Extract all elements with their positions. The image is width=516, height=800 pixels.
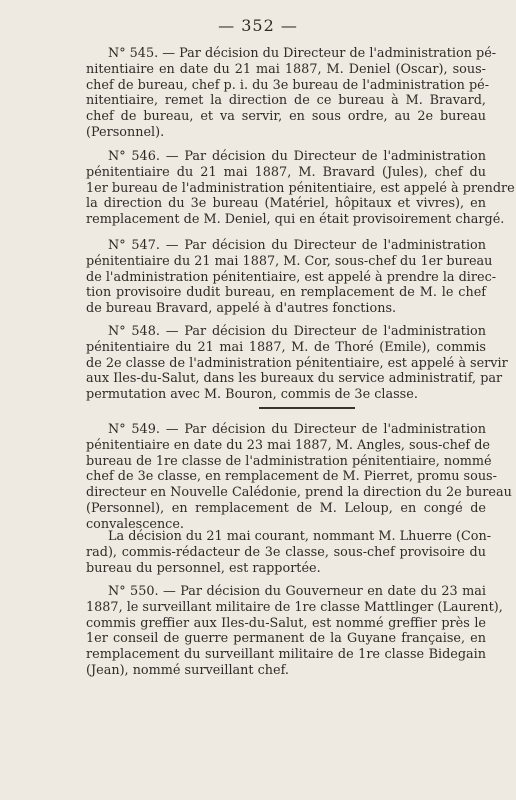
decision-547-line-3: de l'administration pénitentiaire, est appelé à prendre la direc- [86, 269, 497, 285]
decision-545-line-5: chef de bureau, et va servir, en sous ordre, au 2e bureau [86, 109, 486, 125]
decision-549-line-7: convalescence. [86, 516, 184, 532]
decision-545 [86, 46, 497, 141]
decision-549-line-4: chef de 3e classe, en remplacement de M. Pierret, promu sous- [86, 469, 497, 485]
decision-550-line-5: remplacement du surveillant militaire de 1re classe Bidegain [86, 647, 486, 663]
decision-548 [86, 324, 508, 403]
section-separator-rule [259, 407, 355, 409]
decision-547-line-1: N° 547. — Par décision du Directeur de l'administration [108, 238, 486, 253]
decision-550-line-6: (Jean), nommé surveillant chef. [86, 662, 289, 678]
page-number: — 352 — [218, 16, 298, 35]
decision-546 [86, 149, 515, 228]
decision-548-line-5: permutation avec M. Bouron, commis de 3e classe. [86, 387, 418, 403]
decision-545-line-2: nitentiaire en date du 21 mai 1887, M. Deniel (Oscar), sous- [86, 61, 486, 77]
decision-545-line-3: chef de bureau, chef p. i. du 3e bureau de l'administration pé- [86, 77, 490, 93]
decision-547 [86, 238, 497, 317]
decision-550-line-1: N° 550. — Par décision du Gouverneur en date du 23 mai [108, 584, 486, 599]
annulment-line-1: La décision du 21 mai courant, nommant M. Lhuerre (Con- [108, 529, 492, 544]
decision-549-line-5: directeur en Nouvelle Calédonie, prend la direction du 2e bureau [86, 485, 512, 501]
decision-546-line-1: N° 546. — Par décision du Directeur de l'administration [108, 149, 486, 164]
decision-547-line-5: de bureau Bravard, appelé à d'autres fonctions. [86, 301, 397, 317]
decision-545-line-6: (Personnel). [86, 124, 165, 140]
decision-546-line-4: la direction du 3e bureau (Matériel, hôpitaux et vivres), en [86, 196, 486, 212]
annulment-line-3: bureau du personnel, est rapportée. [86, 560, 321, 576]
decision-548-line-1: N° 548. — Par décision du Directeur de l'administration [108, 324, 486, 339]
decision-548-line-4: aux Iles-du-Salut, dans les bureaux du service administratif, par [86, 371, 503, 387]
decision-550-line-3: commis greffier aux Iles-du-Salut, est nommé greffier près le [86, 615, 486, 631]
decision-546-line-2: pénitentiaire du 21 mai 1887, M. Bravard (Jules), chef du [86, 164, 486, 180]
decision-549-annulment [86, 529, 492, 576]
decision-549-line-2: pénitentiaire en date du 23 mai 1887, M. Angles, sous-chef de [86, 437, 490, 453]
decision-548-line-2: pénitentiaire du 21 mai 1887, M. de Thoré (Emile), commis [86, 339, 486, 355]
decision-548-line-3: de 2e classe de l'administration pénitentiaire, est appelé à servir [86, 355, 508, 371]
decision-549-line-3: bureau de 1re classe de l'administration pénitentiaire, nommé [86, 453, 492, 469]
decision-550-line-4: 1er conseil de guerre permanent de la Guyane française, en [86, 631, 486, 647]
decision-549-line-6: (Personnel), en remplacement de M. Leloup, en congé de [86, 500, 486, 516]
decision-546-line-5: remplacement de M. Deniel, qui en était provisoirement chargé. [86, 212, 505, 228]
decision-547-line-4: tion provisoire dudit bureau, en remplacement de M. le chef [86, 285, 486, 301]
decision-546-line-3: 1er bureau de l'administration pénitentiaire, est appelé à prendre [86, 180, 515, 196]
decision-547-line-2: pénitentiaire du 21 mai 1887, M. Cor, sous-chef du 1er bureau [86, 253, 493, 269]
decision-545-line-1: N° 545. — Par décision du Directeur de l'administration pé- [108, 46, 497, 61]
annulment-line-2: rad), commis-rédacteur de 3e classe, sous-chef provisoire du [86, 544, 486, 560]
decision-545-line-4: nitentiaire, remet la direction de ce bureau à M. Bravard, [86, 93, 486, 109]
decision-550-line-2: 1887, le surveillant militaire de 1re classe Mattlinger (Laurent), [86, 599, 503, 615]
decision-550 [86, 584, 503, 679]
decision-549 [86, 422, 512, 533]
decision-549-line-1: N° 549. — Par décision du Directeur de l'administration [108, 422, 486, 437]
